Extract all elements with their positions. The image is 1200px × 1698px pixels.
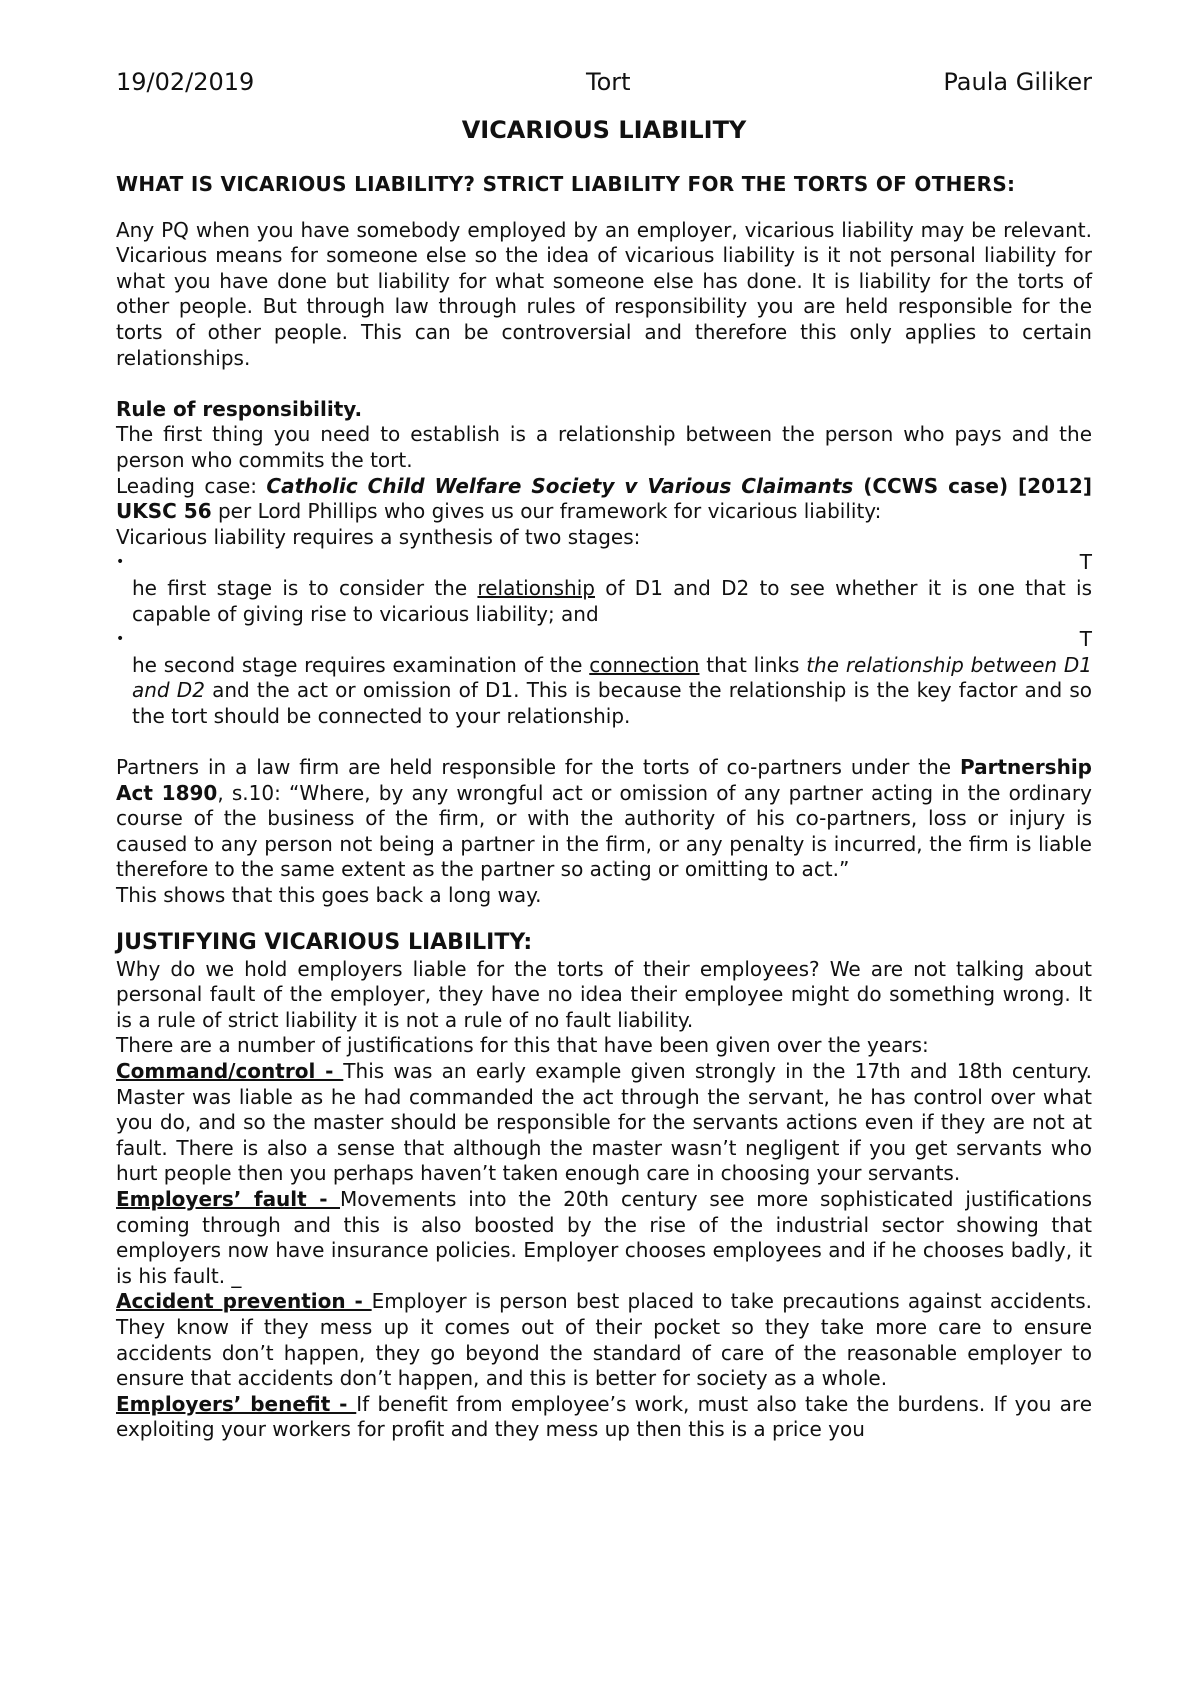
stage1-pre: he first stage is to consider the <box>132 575 478 600</box>
document-body <box>116 172 1092 1443</box>
stage1-cap: T <box>1079 550 1092 575</box>
justification-employers-benefit <box>116 1392 1092 1443</box>
justifying-para1: Why do we hold employers liable for the torts of their employees? We are not talking about personal fault of the employer, they have no idea their employee might do something wrong. It is a rule of strict liability it is not a rule of no fault liability. <box>116 956 1092 1032</box>
bullet-row-stage-2 <box>116 627 1092 653</box>
bullet-glyph: • <box>116 631 125 648</box>
justification-label: Command/control - <box>116 1059 344 1083</box>
stage2-pre: he second stage requires examination of the <box>132 652 590 677</box>
intro-paragraph: Any PQ when you have somebody employed by an employer, vicarious liability may be relevant. Vicarious means for someone else so the idea of vicarious liability is it not personal liability for what you have done but liability for what someone else has done. It is liability for the torts of other people. But through law through rules of responsibility you are held responsible for the torts of other people. This can be controversial and therefore this only applies to certain relationships. <box>116 217 1092 370</box>
header-subject: Tort <box>586 68 631 96</box>
case-name: Catholic Child Welfare Society v Various Claimants <box>266 473 854 498</box>
bullet-glyph: • <box>116 554 125 571</box>
case-citation: (CCWS case) [2012] UKSC 56 <box>116 473 1092 524</box>
stage2-italic: the relationship between D1 and D2 <box>132 652 1092 703</box>
stage1-underlined: relationship <box>477 575 595 600</box>
partnership-act: Partnership Act 1890 <box>116 755 1092 805</box>
responsibility-heading: Rule of responsibility. <box>116 396 363 421</box>
stage2-underlined: connection <box>589 652 700 677</box>
stage2-mid: that links <box>699 652 807 677</box>
justification-command-control <box>116 1059 1092 1187</box>
stage1-post: of D1 and D2 to see whether it is one that is capable of giving rise to vicarious liability; and <box>132 575 1092 626</box>
justification-text: Movements into the 20th century see more sophisticated justifications coming through and this is also boosted by the rise of the industrial sector showing that employers now have insurance policies. Employer chooses employees and if he chooses badly, it is his fault. _ <box>116 1186 1093 1288</box>
intro-heading: WHAT IS VICARIOUS LIABILITY? STRICT LIABILITY FOR THE TORTS OF OTHERS: <box>116 172 1016 196</box>
header-author: Paula Giliker <box>943 68 1092 96</box>
justifying-para2: There are a number of justifications for this that have been given over the years: <box>116 1033 929 1058</box>
two-stages-intro: Vicarious liability requires a synthesis of two stages: <box>116 524 641 549</box>
stage2-post: and the act or omission of D1. This is because the relationship is the key factor and so the tort should be connected to your relationship. <box>132 678 1093 728</box>
justification-label: Employers’ fault - <box>116 1186 340 1211</box>
leading-case-paragraph <box>116 474 1092 525</box>
partnership-note: This shows that this goes back a long way. <box>116 883 542 908</box>
leading-prefix: Leading case: <box>116 473 267 498</box>
stage2-cap: T <box>1079 627 1092 652</box>
partnership-paragraph <box>116 755 1092 883</box>
partnership-pre: Partners in a law firm are held responsible for the torts of co-partners under the <box>116 755 960 780</box>
justification-employers-fault <box>116 1187 1092 1289</box>
justification-text: This was an early example given strongly in the 17th and 18th century. Master was liable as he had commanded the act through the servant, he has control over what you do, and so the master should be responsible for the servants actions even if they are not at fault. There is also a sense that although the master wasn’t negligent if you get servants who hurt people then you perhaps haven’t taken enough care in choosing your servants. <box>116 1059 1092 1186</box>
justification-accident-prevention <box>116 1289 1092 1391</box>
responsibility-line1: The first thing you need to establish is a relationship between the person who pays and the person who commits the tort. <box>116 422 1092 472</box>
header-date: 19/02/2019 <box>116 68 255 96</box>
document-title: VICARIOUS LIABILITY <box>461 116 747 144</box>
stage2-text <box>116 653 1092 730</box>
justification-text: If benefit from employee’s work, must also take the burdens. If you are exploiting your workers for profit and they mess up then this is a price you <box>116 1391 1092 1442</box>
stage1-text <box>116 576 1092 627</box>
justification-label: Accident prevention - <box>116 1289 372 1314</box>
justification-text: Employer is person best placed to take precautions against accidents. They know if they mess up it comes out of their pocket so they take more care to ensure accidents don’t happen, they go beyond the standard of care of the reasonable employer to ensure that accidents don’t happen, and this is better for society as a whole. <box>116 1289 1092 1391</box>
justifying-heading: JUSTIFYING VICARIOUS LIABILITY: <box>116 929 533 955</box>
page-header <box>116 70 1092 100</box>
justification-label: Employers’ benefit - <box>116 1391 357 1416</box>
leading-suffix: per Lord Phillips who gives us our framework for vicarious liability: <box>211 499 882 524</box>
bullet-row-stage-1 <box>116 550 1092 576</box>
partnership-quote: , s.10: “Where, by any wrongful act or omission of any partner acting in the ordinary course of the business of the firm, or with the authority of his co-partners, loss or injury is caused to any person not being a partner in the firm, or any penalty is incurred, the firm is liable therefore to the same extent as the partner so acting or omitting to act.” <box>116 780 1092 882</box>
